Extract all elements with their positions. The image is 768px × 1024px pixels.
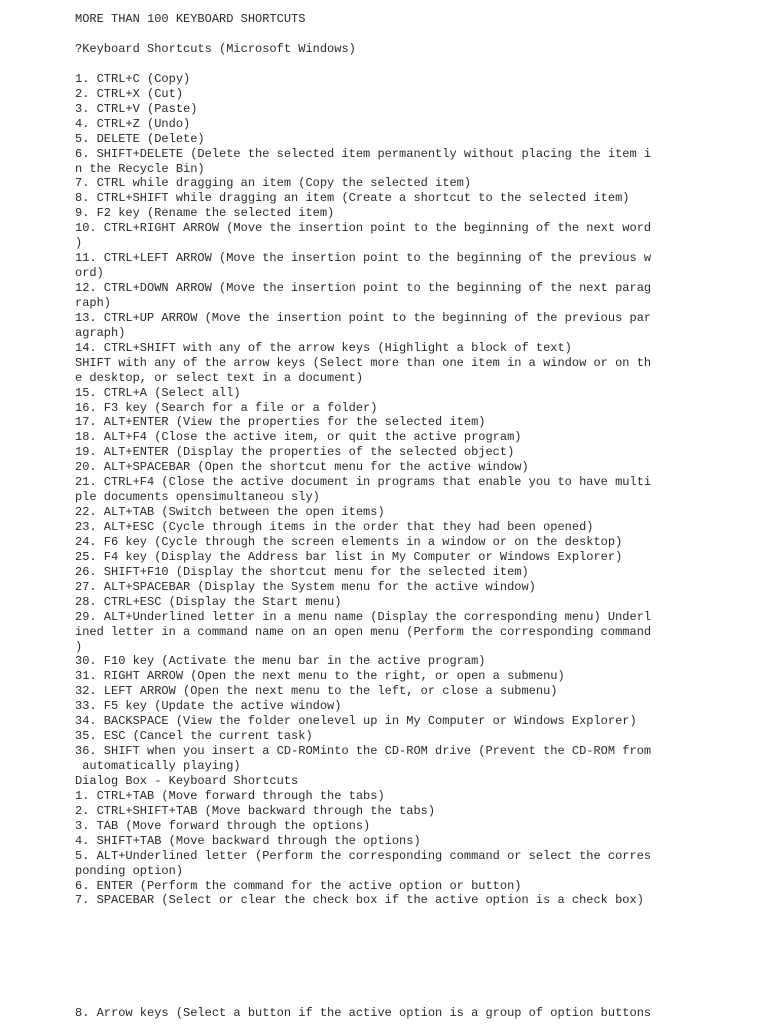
text-line: 30. F10 key (Activate the menu bar in the active program): [75, 654, 486, 669]
text-line: ord): [75, 266, 104, 281]
text-line: raph): [75, 295, 112, 310]
text-line: 33. F5 key (Update the active window): [75, 699, 342, 714]
text-line: 13. CTRL+UP ARROW (Move the insertion point to the beginning of the previous par: [75, 310, 652, 325]
text-line: 21. CTRL+F4 (Close the active document in programs that enable you to have multi: [75, 475, 652, 490]
page-bottom-line: 8. Arrow keys (Select a button if the active option is a group of option buttons: [75, 1006, 652, 1020]
text-line: ple documents opensimultaneou sly): [75, 490, 320, 505]
text-line: 15. CTRL+A (Select all): [75, 385, 241, 400]
text-line: 16. F3 key (Search for a file or a folder): [75, 400, 378, 415]
text-line: ): [75, 236, 83, 251]
text-line: 9. F2 key (Rename the selected item): [75, 206, 335, 221]
text-line: 2. CTRL+SHIFT+TAB (Move backward through the tabs): [75, 803, 436, 818]
text-line: 35. ESC (Cancel the current task): [75, 729, 313, 744]
text-line: ined letter in a command name on an open menu (Perform the corresponding command: [75, 624, 652, 639]
text-line: 18. ALT+F4 (Close the active item, or quit the active program): [75, 430, 522, 445]
document-body: [75, 12, 765, 908]
text-line: 7. SPACEBAR (Select or clear the check box if the active option is a check box): [75, 893, 644, 908]
text-line: 12. CTRL+DOWN ARROW (Move the insertion point to the beginning of the next parag: [75, 281, 652, 295]
text-line: 5. DELETE (Delete): [75, 131, 205, 146]
text-line: SHIFT with any of the arrow keys (Select more than one item in a window or on th: [75, 355, 652, 370]
text-line: 1. CTRL+C (Copy): [75, 71, 191, 86]
text-line: n the Recycle Bin): [75, 161, 205, 176]
text-line: 32. LEFT ARROW (Open the next menu to the left, or close a submenu): [75, 684, 558, 699]
text-line: 1. CTRL+TAB (Move forward through the tabs): [75, 788, 385, 803]
document-subtitle: ?Keyboard Shortcuts (Microsoft Windows): [75, 41, 356, 56]
text-line: 36. SHIFT when you insert a CD-ROMinto the CD-ROM drive (Prevent the CD-ROM from: [75, 744, 652, 759]
text-line: 3. TAB (Move forward through the options): [75, 818, 371, 833]
text-line: e desktop, or select text in a document): [75, 370, 364, 385]
text-line: 25. F4 key (Display the Address bar list in My Computer or Windows Explorer): [75, 549, 623, 564]
text-line: 6. SHIFT+DELETE (Delete the selected item permanently without placing the item i: [75, 146, 652, 161]
text-line: 4. CTRL+Z (Undo): [75, 116, 191, 131]
shortcut-list: [75, 72, 765, 909]
text-line: 5. ALT+Underlined letter (Perform the corresponding command or select the corres: [75, 848, 652, 863]
text-line: 19. ALT+ENTER (Display the properties of the selected object): [75, 445, 515, 460]
text-line: ): [75, 639, 83, 654]
text-line: automatically playing): [75, 759, 241, 773]
text-line: 22. ALT+TAB (Switch between the open items): [75, 505, 385, 520]
text-line: 17. ALT+ENTER (View the properties for the selected item): [75, 415, 486, 430]
text-line: 31. RIGHT ARROW (Open the next menu to the right, or open a submenu): [75, 669, 565, 684]
text-line: 7. CTRL while dragging an item (Copy the selected item): [75, 176, 472, 191]
text-line: 27. ALT+SPACEBAR (Display the System menu for the active window): [75, 579, 536, 594]
text-line: 11. CTRL+LEFT ARROW (Move the insertion point to the beginning of the previous w: [75, 251, 652, 266]
text-line: 26. SHIFT+F10 (Display the shortcut menu for the selected item): [75, 564, 529, 579]
text-line: 3. CTRL+V (Paste): [75, 101, 198, 116]
text-line: 4. SHIFT+TAB (Move backward through the options): [75, 833, 421, 848]
text-line: Dialog Box - Keyboard Shortcuts: [75, 773, 299, 788]
text-line: 23. ALT+ESC (Cycle through items in the order that they had been opened): [75, 520, 594, 534]
text-line: 8. CTRL+SHIFT while dragging an item (Create a shortcut to the selected item): [75, 191, 630, 206]
text-line: agraph): [75, 325, 126, 340]
text-line: 28. CTRL+ESC (Display the Start menu): [75, 594, 342, 609]
text-line: 20. ALT+SPACEBAR (Open the shortcut menu for the active window): [75, 460, 529, 475]
text-line: 10. CTRL+RIGHT ARROW (Move the insertion point to the beginning of the next word: [75, 221, 652, 236]
text-line: 29. ALT+Underlined letter in a menu name (Display the corresponding menu) Underl: [75, 609, 652, 624]
text-line: ponding option): [75, 863, 184, 878]
text-line: 2. CTRL+X (Cut): [75, 86, 184, 101]
text-line: 14. CTRL+SHIFT with any of the arrow keys (Highlight a block of text): [75, 340, 572, 355]
text-line: 34. BACKSPACE (View the folder onelevel up in My Computer or Windows Explorer): [75, 714, 637, 729]
document-title: MORE THAN 100 KEYBOARD SHORTCUTS: [75, 12, 306, 26]
text-line: 6. ENTER (Perform the command for the active option or button): [75, 878, 522, 893]
text-line: 24. F6 key (Cycle through the screen elements in a window or on the desktop): [75, 534, 623, 549]
